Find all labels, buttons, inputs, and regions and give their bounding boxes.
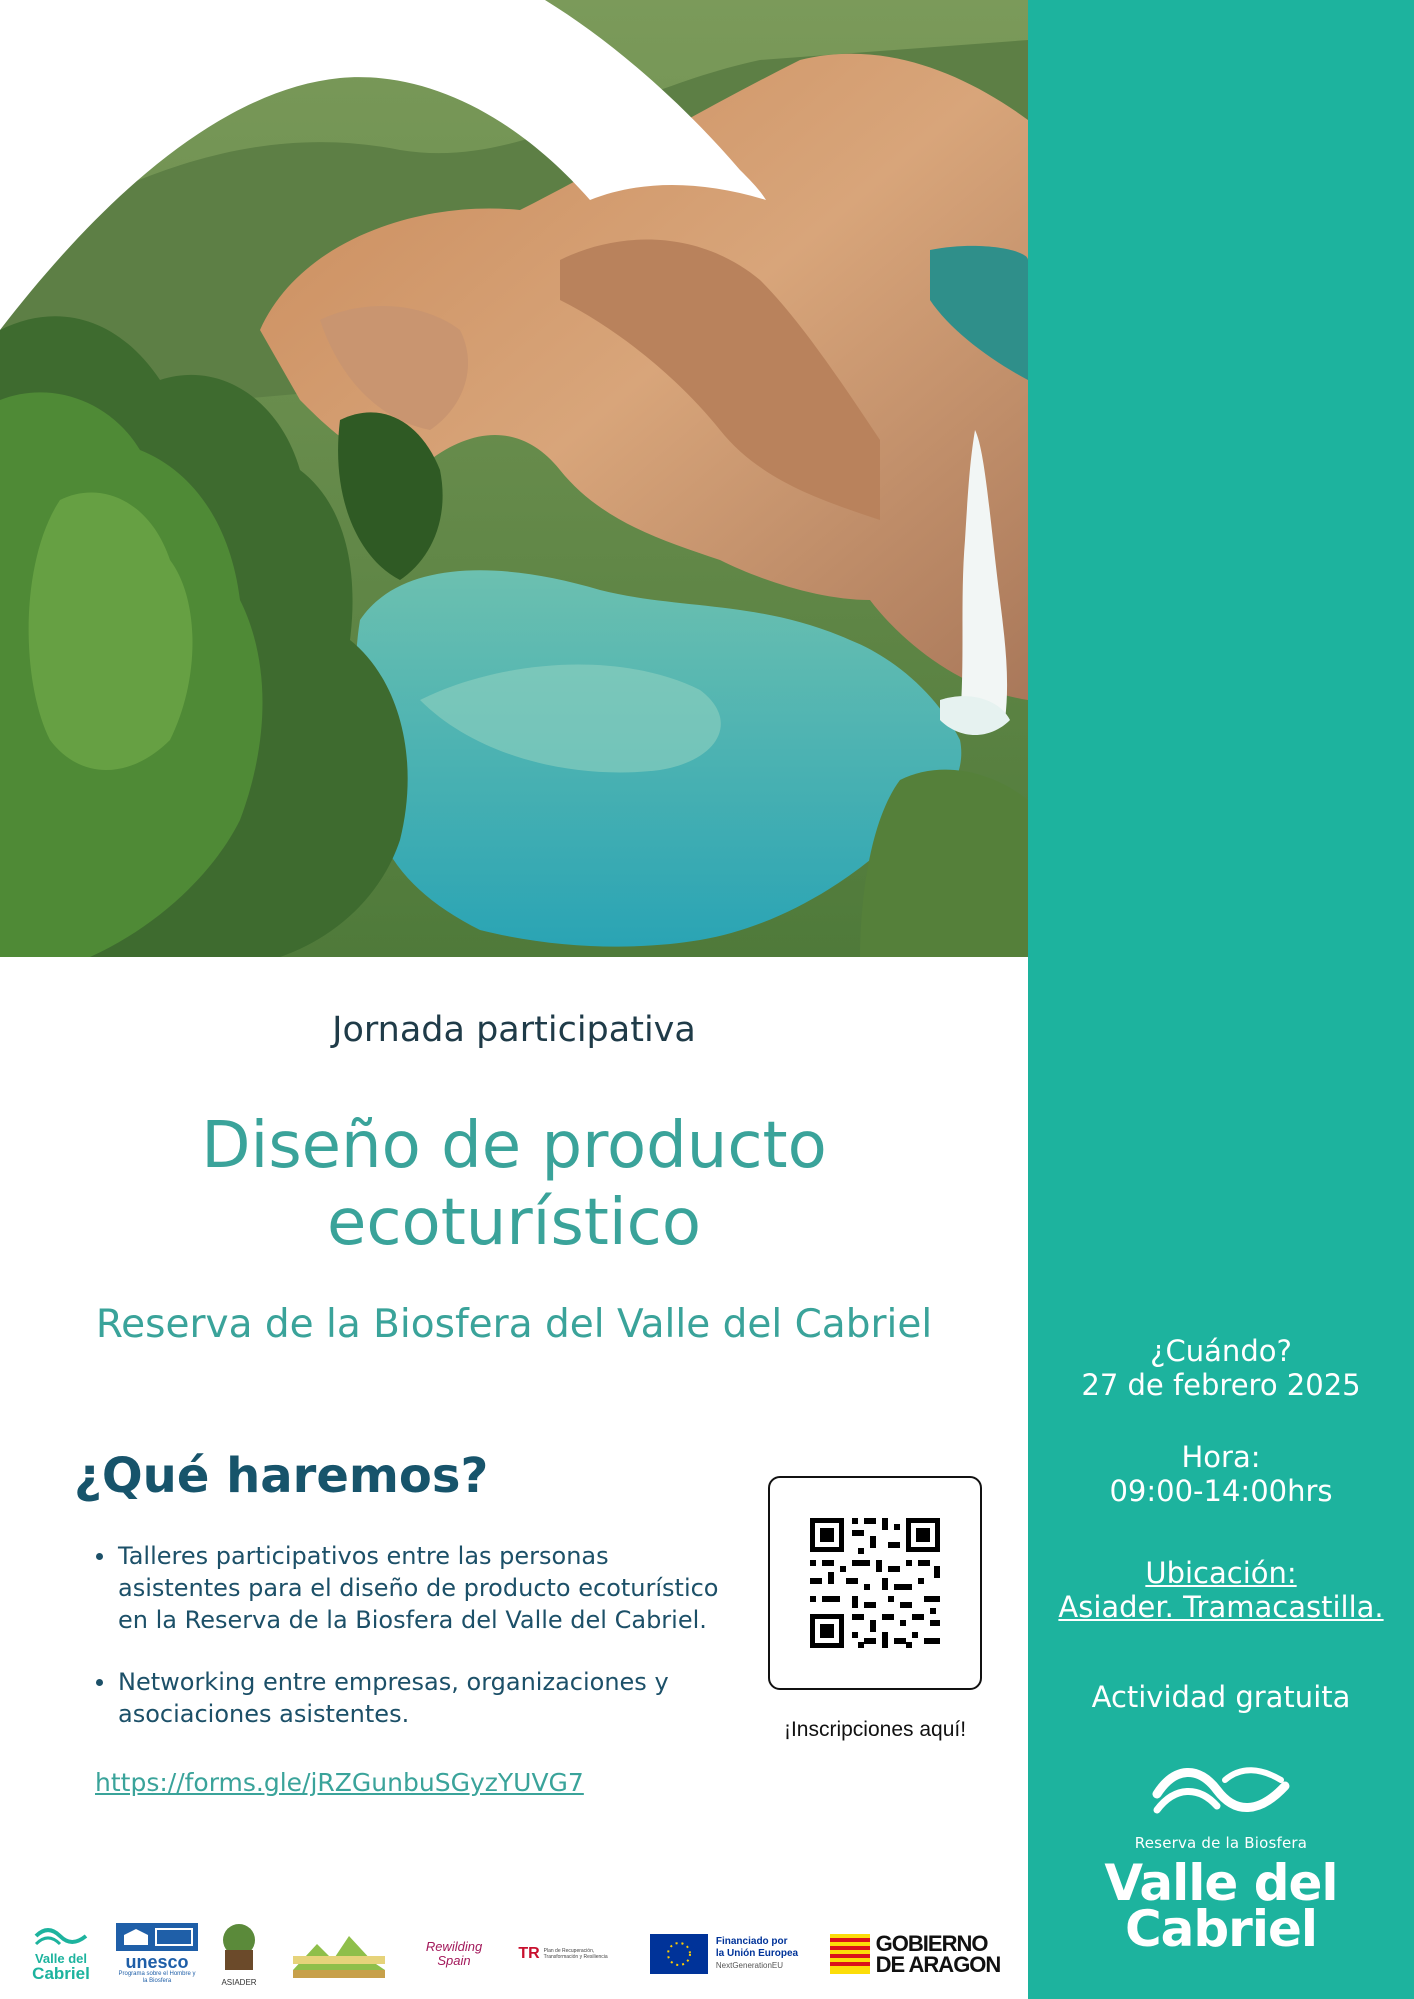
unesco-logo [112, 1914, 202, 1994]
section-title: ¿Qué haremos? [74, 1448, 489, 1504]
rewilding-line-1: Rewilding [425, 1939, 483, 1954]
when-label: ¿Cuándo? [1150, 1334, 1292, 1368]
event-title [0, 1108, 1028, 1262]
logo-tagline: Reserva de la Biosfera [1134, 1834, 1308, 1852]
qr-code[interactable] [768, 1476, 982, 1690]
time-block [1028, 1440, 1414, 1508]
tree-icon [219, 1922, 259, 1976]
sponsor-logos [0, 1914, 1028, 1999]
rewilding-line-2: Spain [437, 1953, 471, 1968]
logo-name-line-2: Cabriel [1124, 1900, 1318, 1958]
info-sidebar [1028, 0, 1414, 1999]
recovery-plan-text: Plan de Recuperación, Transformación y Resiliencia [543, 1948, 608, 1960]
rewilding-spain-logo [406, 1914, 502, 1994]
activity-list [96, 1540, 736, 1760]
valle-logo-line-2: Cabriel [32, 1964, 90, 1983]
price-note: Actividad gratuita [1091, 1680, 1351, 1714]
logo-name-line-1: Valle del [1104, 1854, 1338, 1912]
aragon-line-2: DE ARAGON [875, 1952, 1001, 1977]
asiader-logo [214, 1914, 264, 1994]
valle-del-cabriel-logo [1028, 1760, 1414, 1958]
unesco-logo-text: unesco [125, 1952, 189, 1972]
mountains-logo [286, 1914, 392, 1994]
valle-del-cabriel-logo-small [22, 1914, 100, 1994]
list-item: Talleres participativos entre las personas asistentes para el diseño de producto ecoturístico en la Reserva de la Biosfera del Valle del Cabriel. [96, 1540, 736, 1636]
aragon-line-1: GOBIERNO [875, 1931, 988, 1956]
list-item: Networking entre empresas, organizaciones y asociaciones asistentes. [96, 1666, 736, 1730]
gobierno-de-aragon-logo [822, 1914, 1008, 1994]
when-value: 27 de febrero 2025 [1081, 1368, 1361, 1402]
eu-flag-icon [650, 1934, 708, 1974]
unesco-temple-icon [116, 1923, 198, 1951]
recovery-plan-mark-icon: TR [518, 1945, 540, 1962]
asiader-logo-text: ASIADER [221, 1977, 257, 1987]
event-eyebrow: Jornada participativa [332, 1010, 696, 1050]
location-value[interactable]: Asiader. Tramacastilla. [1058, 1590, 1384, 1624]
time-value: 09:00-14:00hrs [1109, 1474, 1333, 1508]
canyon-waterfall-illustration [0, 0, 1028, 957]
aragon-flag-icon [830, 1934, 870, 1974]
eu-funding-logo [638, 1914, 810, 1994]
eu-line-1: Financiado por [715, 1936, 788, 1947]
hero-photo [0, 0, 1028, 957]
event-subtitle: Reserva de la Biosfera del Valle del Cabriel [95, 1302, 933, 1347]
mountains-icon [289, 1926, 389, 1982]
location-label[interactable]: Ubicación: [1145, 1556, 1297, 1590]
location-block[interactable] [1028, 1556, 1414, 1624]
unesco-logo-subtext: Programa sobre el Hombre y la Biosfera [118, 1971, 196, 1984]
when-block [1028, 1334, 1414, 1402]
qr-code-icon [770, 1478, 980, 1688]
waves-logo-icon [1151, 1760, 1291, 1824]
recovery-plan-logo [516, 1914, 624, 1994]
event-title-line-1: Diseño de producto [201, 1109, 827, 1183]
time-label: Hora: [1181, 1440, 1261, 1474]
logo-name [1028, 1854, 1414, 1958]
waves-icon [34, 1926, 88, 1948]
eu-line-2: la Unión Europea [715, 1948, 799, 1959]
valle-logo-line-1: Valle del [34, 1951, 88, 1966]
eu-line-3: NextGenerationEU [715, 1961, 784, 1970]
registration-form-link[interactable]: https://forms.gle/jRZGunbuSGyzYUVG7 [95, 1768, 584, 1797]
qr-caption: ¡Inscripciones aquí! [783, 1718, 967, 1741]
event-title-line-2: ecoturístico [326, 1186, 702, 1260]
